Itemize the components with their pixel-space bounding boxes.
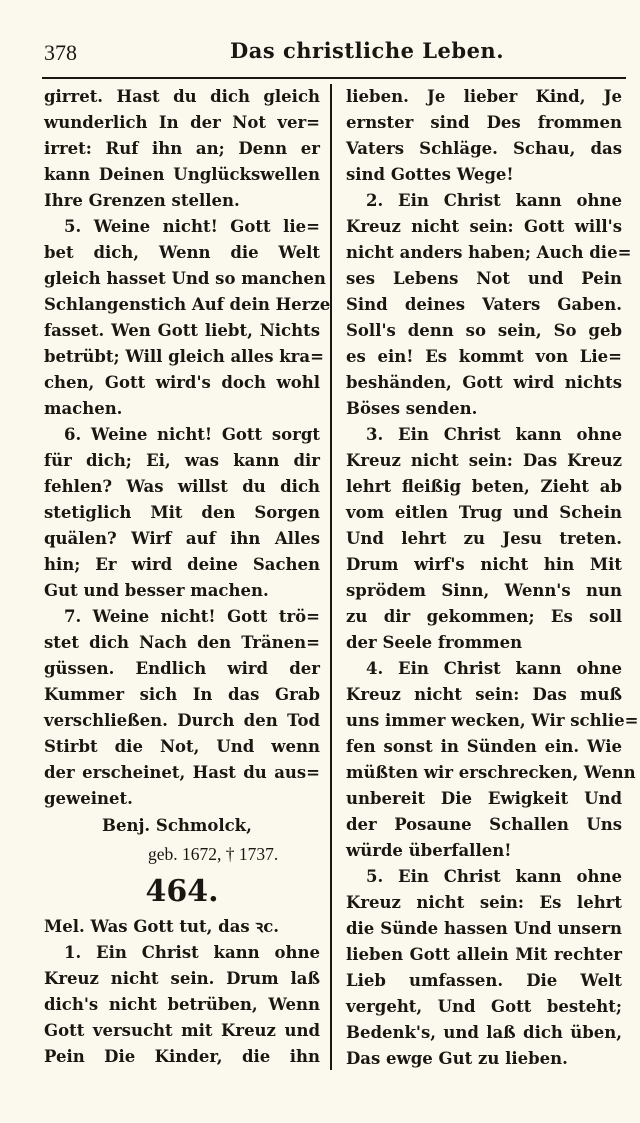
text-line: hin; Er wird deine Sachen [44,555,320,574]
text-line: kann Deinen Unglückswellen [44,165,320,184]
text-line: Sind deines Vaters Gaben. [346,295,622,314]
column-divider [330,84,332,1070]
text-line: 5. Weine nicht! Gott lie= [64,217,320,236]
text-line: 4. Ein Christ kann ohne [366,659,622,678]
text-line: betrübt; Will gleich alles kra= [44,347,324,366]
page-number: 378 [44,40,77,65]
hymn-464-lines [44,914,320,1070]
text-line: der Posaune Schallen Uns [346,815,622,834]
text-line: machen. [44,399,123,418]
text-line: der Seele frommen [346,633,523,652]
text-line: Gott versucht mit Kreuz und [44,1021,320,1040]
text-line: unbereit Die Ewigkeit Und [346,789,622,808]
text-line: Kummer sich In das Grab [44,685,320,704]
text-line: beshänden, Gott wird nichts [346,373,622,392]
text-line: vergeht, Und Gott besteht; [346,997,622,1016]
text-line: girret. Hast du dich gleich [44,87,320,106]
text-line: die Sünde hassen Und unsern [346,919,622,938]
text-line: irret: Ruf ihn an; Denn er [44,139,320,158]
left-column [44,84,331,1070]
text-line: Kreuz nicht sein: Das Kreuz [346,451,622,470]
right-column [346,84,639,1072]
text-line: Pein Die Kinder, die ihn [44,1047,320,1066]
text-line: Kreuz nicht sein: Gott will's [346,217,622,236]
text-line: Mel. Was Gott tut, das ꝛc. [44,917,280,936]
text-line: fen sonst in Sünden ein. Wie [346,737,622,756]
author-credit: Benj. Schmolck, [102,816,252,835]
text-line: 6. Weine nicht! Gott sorgt [64,425,320,444]
right-column-lines [346,84,639,1072]
text-line: stet dich Nach den Tränen= [44,633,320,652]
text-line: Vaters Schläge. Schau, das [346,139,622,158]
hymn-number: 464. [145,874,219,909]
text-line: 5. Ein Christ kann ohne [366,867,622,886]
text-line: bet dich, Wenn die Welt [44,243,320,262]
left-column-lines [44,84,331,812]
text-line: Das ewge Gut zu lieben. [346,1049,568,1068]
text-line: Und lehrt zu Jesu treten. [346,529,622,548]
text-line: vom eitlen Trug und Schein [346,503,622,522]
text-line: es ein! Es kommt von Lie= [346,347,622,366]
text-line: sprödem Sinn, Wenn's nun [346,581,622,600]
running-title: Das christliche Leben. [230,38,505,63]
text-line: lieben. Je lieber Kind, Je [346,87,622,106]
text-line: Böses senden. [346,399,478,418]
text-line: für dich; Ei, was kann dir [44,451,320,470]
author-dates: geb. 1672, † 1737. [148,844,279,864]
text-line: Gut und besser machen. [44,581,269,600]
text-line: güssen. Endlich wird der [44,659,320,678]
text-line: müßten wir erschrecken, Wenn [346,763,636,782]
header-rule [42,77,626,79]
text-line: zu dir gekommen; Es soll [346,607,622,626]
text-line: Kreuz nicht sein: Das muß [346,685,622,704]
text-line: nicht anders haben; Auch die= [346,243,632,262]
text-line: chen, Gott wird's doch wohl [44,373,320,392]
text-line: geweinet. [44,789,133,808]
text-line: Lieb umfassen. Die Welt [346,971,622,990]
text-line: stetiglich Mit den Sorgen [44,503,320,522]
text-line: fehlen? Was willst du dich [44,477,320,496]
text-line: fasset. Wen Gott liebt, Nichts [44,321,320,340]
text-line: Stirbt die Not, Und wenn [44,737,320,756]
text-line: quälen? Wirf auf ihn Alles [44,529,320,548]
text-line: Ihre Grenzen stellen. [44,191,240,210]
text-line: dich's nicht betrüben, Wenn [44,995,320,1014]
text-line: ses Lebens Not und Pein [346,269,622,288]
page-header [44,38,624,68]
text-line: wunderlich In der Not ver= [44,113,320,132]
text-line: Schlangenstich Auf dein Herze [44,295,331,314]
text-line: Bedenk's, und laß dich üben, [346,1023,622,1042]
text-line: verschließen. Durch den Tod [44,711,320,730]
text-line: 7. Weine nicht! Gott trö= [64,607,320,626]
text-line: 2. Ein Christ kann ohne [366,191,622,210]
text-line: gleich hasset Und so manchen [44,269,326,288]
text-line: der erscheinet, Hast du aus= [44,763,320,782]
text-line: Soll's denn so sein, So geb [346,321,622,340]
text-line: Kreuz nicht sein. Drum laß [44,969,320,988]
text-line: lehrt fleißig beten, Zieht ab [346,477,622,496]
text-line: 3. Ein Christ kann ohne [366,425,622,444]
text-line: uns immer wecken, Wir schlie= [346,711,639,730]
text-line: Drum wirf's nicht hin Mit [346,555,622,574]
text-line: Kreuz nicht sein: Es lehrt [346,893,622,912]
text-line: 1. Ein Christ kann ohne [64,943,320,962]
text-line: sind Gottes Wege! [346,165,514,184]
text-line: ernster sind Des frommen [346,113,622,132]
text-line: würde überfallen! [346,841,512,860]
text-line: lieben Gott allein Mit rechter [346,945,622,964]
